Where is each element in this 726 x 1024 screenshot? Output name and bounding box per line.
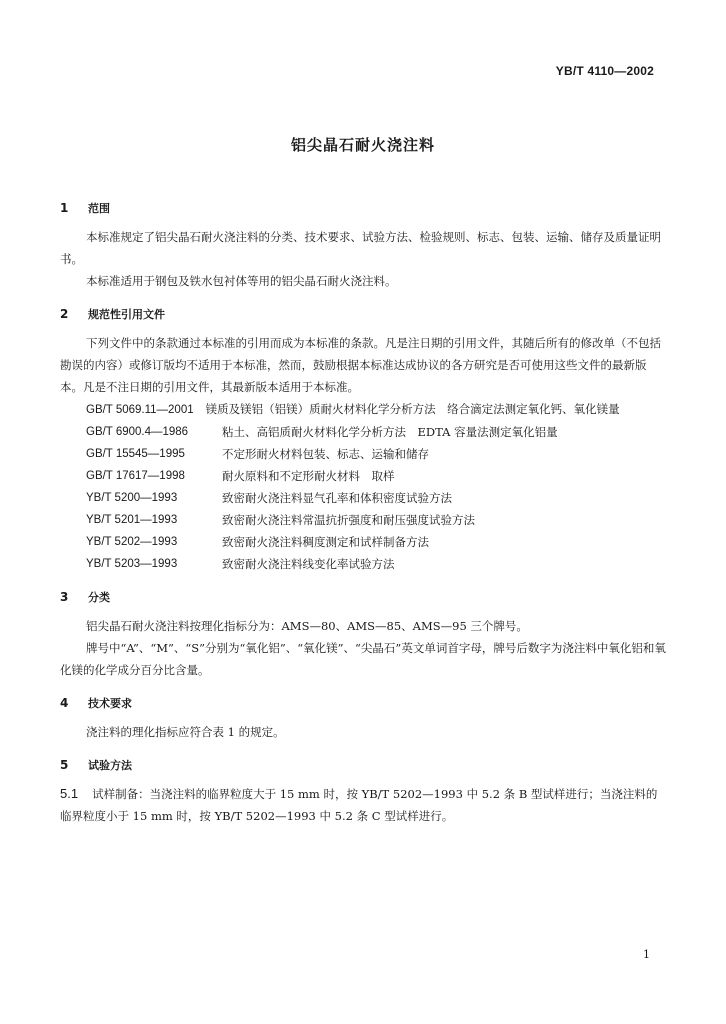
reference-code: YB/T 5200—1993 — [86, 492, 178, 504]
document-title: 铝尖晶石耐火浇注料 — [290, 136, 435, 154]
reference-title: 不定形耐火材料包装、标志、运输和储存 — [222, 447, 429, 461]
reference-code: GB/T 17617—1998 — [86, 470, 185, 482]
page-number: 1 — [643, 948, 650, 961]
reference-item — [60, 398, 666, 421]
section-4-heading — [60, 693, 666, 713]
reference-item — [60, 421, 666, 443]
section-number: 2 — [60, 307, 69, 321]
reference-item — [60, 531, 666, 553]
reference-code: GB/T 5069.11—2001 — [86, 404, 194, 416]
section-1-heading — [60, 198, 666, 218]
reference-title: 致密耐火浇注料线变化率试验方法 — [222, 557, 395, 571]
section-1-paragraph-1: 本标准规定了铝尖晶石耐火浇注料的分类、技术要求、试验方法、检验规则、标志、包装、运输、储存及质量证明书。 — [60, 230, 661, 266]
reference-title: 镁质及镁铝（铝镁）质耐火材料化学分析方法 络合滴定法测定氧化钙、氧化镁量 — [205, 402, 620, 416]
reference-code: YB/T 5203—1993 — [86, 558, 178, 570]
reference-item — [60, 465, 666, 487]
subclause-5-1 — [60, 783, 666, 827]
reference-code: YB/T 5201—1993 — [86, 514, 178, 526]
reference-code: YB/T 5202—1993 — [86, 536, 178, 548]
section-3-heading — [60, 587, 666, 607]
section-4-paragraph-1: 浇注料的理化指标应符合表 1 的规定。 — [86, 725, 285, 739]
section-title: 分类 — [88, 591, 110, 604]
section-2-paragraph-1: 下列文件中的条款通过本标准的引用而成为本标准的条款。凡是注日期的引用文件，其随后所有的修改单（不包括勘误的内容）或修订版均不适用于本标准，然而，鼓励根据本标准达成协议的各方研究是否可使用这些文件的最新版本。凡是不注日期的引用文件，其最新版本适用于本标准。 — [60, 336, 661, 394]
reference-title: 粘土、高铝质耐火材料化学分析方法 EDTA 容量法测定氧化铝量 — [222, 425, 558, 439]
reference-item — [60, 487, 666, 509]
reference-code: GB/T 6900.4—1986 — [86, 426, 189, 438]
reference-title: 耐火原料和不定形耐火材料 取样 — [222, 469, 395, 483]
section-title: 试验方法 — [88, 759, 132, 772]
section-1-paragraph-2: 本标准适用于钢包及铁水包衬体等用的铝尖晶石耐火浇注料。 — [86, 274, 397, 288]
section-number: 4 — [60, 696, 69, 710]
reference-code: GB/T 15545—1995 — [86, 448, 185, 460]
reference-title: 致密耐火浇注料显气孔率和体积密度试验方法 — [222, 491, 452, 505]
reference-title: 致密耐火浇注料稠度测定和试样制备方法 — [222, 535, 429, 549]
section-number: 5 — [60, 758, 69, 772]
reference-item — [60, 553, 666, 575]
section-title: 技术要求 — [88, 697, 132, 710]
section-number: 3 — [60, 590, 69, 604]
section-title: 范围 — [88, 202, 110, 215]
reference-title: 致密耐火浇注料常温抗折强度和耐压强度试验方法 — [222, 513, 475, 527]
section-number: 1 — [60, 201, 69, 215]
subclause-number: 5.1 — [60, 786, 79, 801]
section-3-paragraph-2: 牌号中“A”、“M”、“S”分别为“氧化铝”、“氧化镁”、“尖晶石”英文单词首字母，牌号后数字为浇注料中氧化铝和氧化镁的化学成分百分比含量。 — [60, 641, 666, 677]
standard-number: YB/T 4110—2002 — [555, 64, 654, 78]
section-title: 规范性引用文件 — [88, 308, 165, 321]
section-3-paragraph-1: 铝尖晶石耐火浇注料按理化指标分为：AMS—80、AMS—85、AMS—95 三个牌号。 — [86, 619, 528, 633]
reference-item — [60, 443, 666, 465]
reference-item — [60, 509, 666, 531]
section-5-heading — [60, 755, 666, 775]
section-2-heading — [60, 304, 666, 324]
subclause-text: 试样制备：当浇注料的临界粒度大于 15 mm 时，按 YB/T 5202—1993 中 5.2 条 B 型试样进行；当浇注料的临界粒度小于 15 mm 时，按 YB/T 5202—1993 中 5.2 条 C 型试样进行。 — [60, 787, 658, 823]
document-body — [60, 198, 666, 827]
